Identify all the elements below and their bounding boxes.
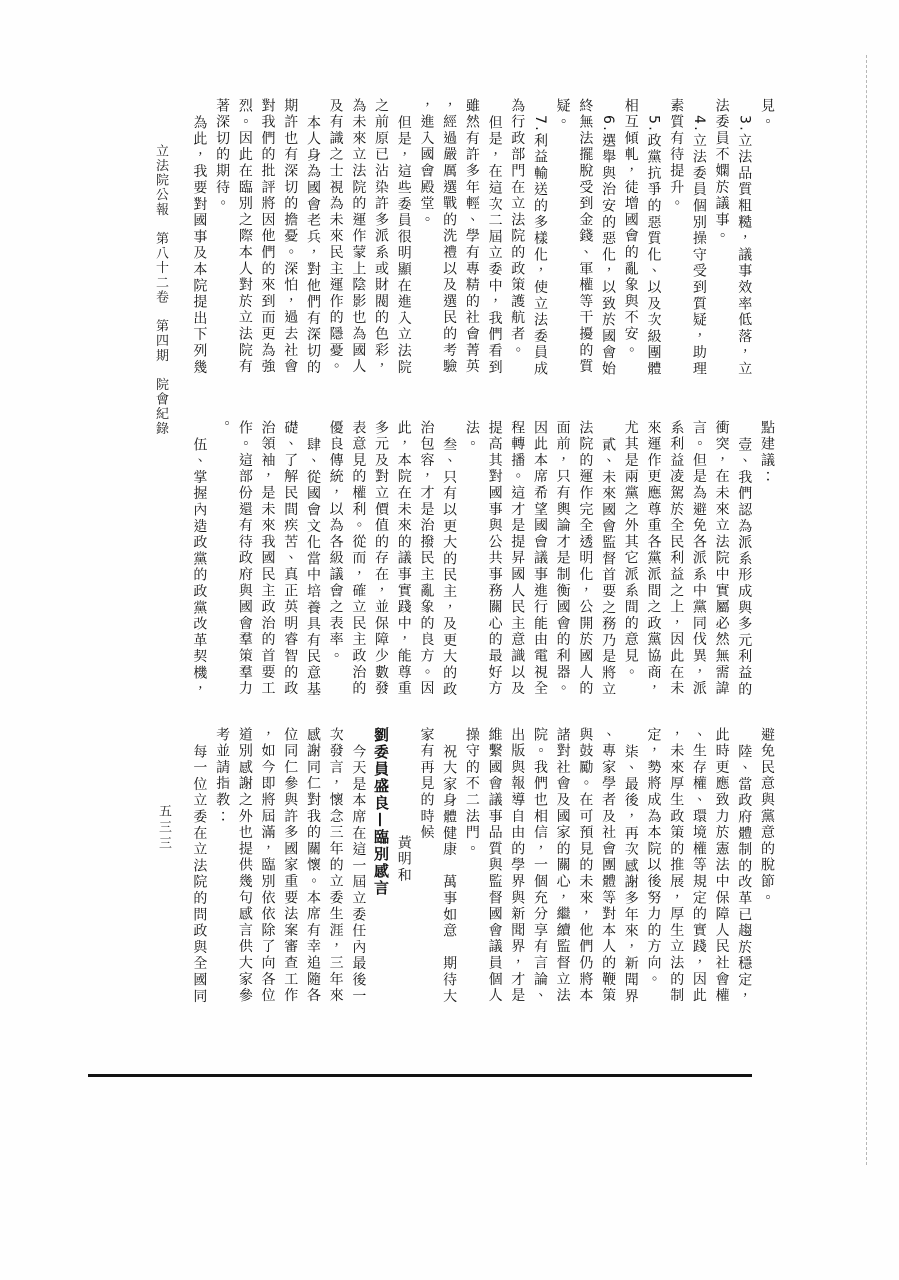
text-column: 。 — [214, 420, 231, 437]
text-column: 法院的運作完全透明化，公開於國人的 — [577, 420, 594, 698]
text-column: 考並請指教： — [214, 727, 231, 825]
text-column: 與鼓勵。在可預見的未來，他們仍將本 — [577, 727, 594, 1005]
text-column: 3.立法品質粗糙，議事效率低落，立 — [736, 115, 753, 378]
text-column: 治包容，才是治撥民主亂象的良方。因 — [418, 420, 435, 698]
text-column: ，如今即將屆滿，臨別依依除了向各位 — [259, 727, 276, 1005]
text-column: 治領袖，是未來我國民主政治的首要工 — [259, 420, 276, 698]
text-column: 院。我們也相信，一個充分享有言論、 — [531, 727, 548, 1005]
binding-fold-line — [866, 55, 867, 1165]
text-column: 諸對社會及國家的關心，繼續監督立法 — [554, 727, 571, 1005]
text-column: 壹、我們認為派系形成與多元利益的 — [736, 437, 753, 698]
text-column: 為行政部門在立法院的政策護航者。 — [509, 98, 526, 359]
text-column: 期許也有深切的擔憂。深怕，過去社會 — [282, 98, 299, 376]
text-column: 但是，在這次二屆立委中，我們看到 — [486, 115, 503, 376]
text-column: 來運作更應尊重各黨派間之政黨協商， — [645, 420, 662, 698]
text-column: 為此，我要對國事及本院提出下列幾 — [191, 115, 208, 376]
text-column: ，經過嚴厲選戰的洗禮以及選民的考驗 — [441, 98, 458, 376]
text-column: 優良傳統，以為各級議會之表率。 — [327, 420, 344, 665]
text-column: 法。 — [463, 420, 480, 453]
text-column: 陸、當政府體制的改革已趨於穩定， — [736, 744, 753, 1005]
text-column: 避免民意與黨意的脫節。 — [759, 727, 775, 907]
text-column: 對我們的批評將因他們的來到而更為強 — [259, 98, 276, 376]
text-column: 家有再見的時候 — [418, 727, 435, 842]
text-column: 面前，只有輿論才是制衡國會的利器。 — [554, 420, 571, 698]
text-column: 之前原已沾染許多派系或財閥的色彩， — [373, 98, 390, 376]
text-column: 烈。因此在臨別之際本人對於立法院有 — [236, 98, 253, 376]
text-column: 定，勢將成為本院以後努力的方向。 — [645, 727, 662, 988]
text-column: 因此本席希望國會議事進行能由電視全 — [531, 420, 548, 698]
text-column: 雖然有許多年輕、學有專精的社會菁英 — [463, 98, 480, 376]
text-band-top — [188, 98, 778, 398]
text-column: 多元及對立價值的存在，並保障少數發 — [373, 420, 390, 698]
text-column: 6.選舉與治安的惡化，以致於國會始 — [600, 115, 617, 378]
text-column: 疑。 — [554, 98, 571, 131]
text-column: 、生存權、環境權等規定的實踐，因此 — [690, 727, 707, 1005]
text-column: 此，本院在未來的議事實踐中，能尊重 — [395, 420, 412, 698]
text-column: 礎、了解民間疾苦、真正英明睿智的政 — [282, 420, 299, 698]
text-column: 為未來立法院的運作蒙上陰影也為國人 — [350, 98, 367, 376]
text-column: 但是，這些委員很明顯在進入立法院 — [395, 115, 412, 376]
text-column: 伍、掌握內造政黨的政黨改革契機， — [191, 437, 208, 698]
text-column: 貳、未來國會監督首要之務乃是將立 — [600, 437, 617, 698]
section-heading: 劉委員盛良—臨別感言 — [372, 727, 391, 897]
text-column: 法委員不嫻於議事。 — [713, 98, 730, 245]
text-column: 系利益凌駕於全民利益之上，因此在未 — [668, 420, 685, 698]
text-column: 道別感謝之外也提供幾句感言供大家參 — [236, 727, 253, 1005]
text-column: 尤其是兩黨之外其它派系間的意見。 — [622, 420, 639, 681]
text-column: 4.立法委員個別操守受到質疑，助理 — [690, 115, 707, 378]
text-column: 見。 — [759, 98, 775, 131]
text-column: 程轉播。這才是提昇國人民主意識以及 — [509, 420, 526, 698]
text-column: 此時更應致力於憲法中保障人民社會權 — [713, 727, 730, 1005]
text-column: 終無法擺脫受到金錢、軍權等干擾的質 — [577, 98, 594, 376]
text-column: 位同仁參與許多國家重要法案審查工作 — [282, 727, 299, 1005]
text-column: 次發言，懷念三年的立委生涯，三年來 — [327, 727, 344, 1005]
text-column: 言。但是為避免各派系中黨同伐異，派 — [690, 420, 707, 698]
page-number: 五三三 — [156, 804, 171, 852]
text-column: 、專家學者及社會團體等對本人的鞭策 — [600, 727, 617, 1005]
text-column: 叁、只有以更大的民主，及更大的政 — [441, 437, 458, 698]
text-column: 作。這部份還有待政府與國會羣策羣力 — [236, 420, 253, 698]
text-column: 5.政黨抗爭的惡質化、以及次級團體 — [645, 115, 662, 378]
speaker-signature: 黃明和 — [395, 835, 412, 884]
text-column: 7.利益輸送的多樣化，使立法委員成 — [531, 115, 548, 378]
footer-rule — [88, 1074, 752, 1077]
text-column: 感謝同仁對我的關懷。本席有幸追隨各 — [304, 727, 321, 1005]
text-column: 操守的不二法門。 — [463, 727, 480, 858]
text-column: 維繫國會議事品質與監督國會議員個人 — [486, 727, 503, 1005]
gazette-running-title: 立法院公報 第八十二卷 第四期 院會紀錄 — [153, 144, 168, 436]
text-column: 提高其對國事與公共事務關心的最好方 — [486, 420, 503, 698]
text-column: 本人身為國會老兵，對他們有深切的 — [304, 115, 321, 376]
text-column: ，未來厚生政策的推展，厚生立法的制 — [668, 727, 685, 1005]
text-column: 祝大家身體健康 萬事如意 期待大 — [441, 744, 458, 1005]
text-column: 肆、從國會文化當中培養具有民意基 — [304, 437, 321, 698]
text-column: 點建議： — [759, 420, 775, 486]
text-band-bottom — [188, 727, 778, 1027]
text-column: 相互傾軋，徒增國會的亂象與不安。 — [622, 98, 639, 359]
text-band-middle — [188, 420, 778, 720]
text-column: 及有識之士視為未來民主運作的隱憂。 — [327, 98, 344, 376]
text-column: ，進入國會殿堂。 — [418, 98, 435, 229]
text-column: 柒、最後，再次感謝多年來，新聞界 — [622, 744, 639, 1005]
text-column: 衝突，在未來立法院中實屬必然無需諱 — [713, 420, 730, 698]
text-column: 素質有待提升。 — [668, 98, 685, 213]
text-column: 今天是本席在這一屆立委任內最後一 — [350, 744, 367, 1005]
text-column: 出版與報導自由的學界與新聞界，才是 — [509, 727, 526, 1005]
text-column: 著深切的期待。 — [214, 98, 231, 213]
text-column: 每一位立委在立法院的問政與全國同 — [191, 744, 208, 1005]
text-column: 表意見的權利。從而，確立民主政治的 — [350, 420, 367, 698]
